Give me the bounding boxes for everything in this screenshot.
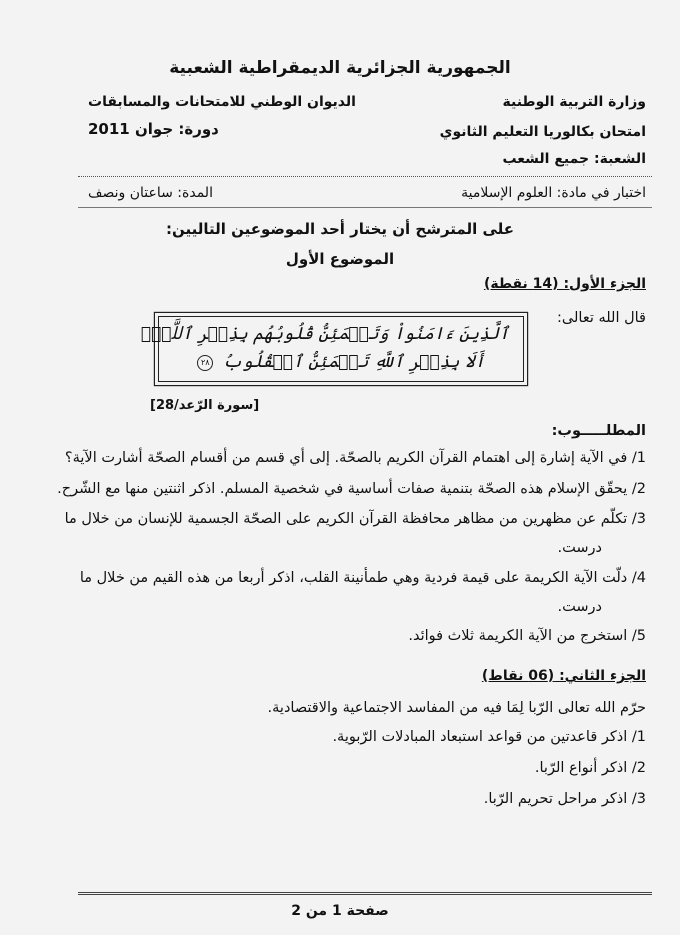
instruction-text: على المترشح أن يختار أحد الموضوعين التاليين: xyxy=(165,220,515,238)
verse-line-1: ٱلَّذِينَ ءَامَنُواْ وَتَطۡمَئِنُّ قُلُوبُهُم بِذِكۡرِ ٱللَّهِۗ xyxy=(140,324,509,344)
part2-question-2: 2/ اذكر أنواع الرّبا. xyxy=(534,760,646,776)
part1-question-4: 4/ دلّت الآية الكريمة على قيمة فردية وهي طمأنينة القلب، اذكر أربعا من هذه القيم من خلال ما xyxy=(79,570,646,586)
part1-points: (14 نقطة) xyxy=(483,276,559,292)
part1-question-3-cont: درست. xyxy=(557,540,602,556)
part1-question-3: 3/ تكلّم عن مظهرين من مظاهر محافظة القرآن الكريم على الصحّة الجسمية للإنسان من خلال ما xyxy=(64,511,646,527)
subject-label: اختبار في مادة: العلوم الإسلامية xyxy=(461,185,646,201)
part1-title-label: الجزء الأول: xyxy=(563,276,646,292)
exam-office-label: الديوان الوطني للامتحانات والمسابقات xyxy=(88,94,356,110)
quran-verse-box xyxy=(140,316,524,382)
surah-reference: [سورة الرّعد/28] xyxy=(150,398,260,413)
part2-intro: حرّم الله تعالى الرّبا لِمَا فيه من المفاسد الاجتماعية والاقتصادية. xyxy=(267,700,646,716)
verse-line-2-wrap xyxy=(173,351,509,372)
stream-label: الشعبة: جميع الشعب xyxy=(502,151,646,167)
exam-label: امتحان بكالوريا التعليم الثانوي xyxy=(439,124,646,140)
required-label: المطلـــــوب: xyxy=(551,423,646,439)
part1-question-5: 5/ استخرج من الآية الكريمة ثلاث فوائد. xyxy=(408,628,646,644)
part1-question-4-cont: درست. xyxy=(557,599,602,615)
ministry-label: وزارة التربية الوطنية xyxy=(502,94,646,110)
footer-divider xyxy=(78,892,652,895)
part2-question-1: 1/ اذكر قاعدتين من قواعد استبعاد المبادلات الرّبوية. xyxy=(332,729,646,745)
subject-divider xyxy=(78,207,652,208)
part1-question-1: 1/ في الآية إشارة إلى اهتمام القرآن الكريم بالصحّة. إلى أي قسم من أقسام الصحّة أشارت الآية؟ xyxy=(64,450,646,466)
part2-points: (06 نقاط) xyxy=(481,668,555,684)
part1-intro: قال الله تعالى: xyxy=(557,310,646,326)
part2-title xyxy=(482,668,646,684)
subject-title: الموضوع الأول xyxy=(285,250,395,268)
verse-line-2: أَلَا بِذِكۡرِ ٱللَّهِ تَطۡمَئِنُّ ٱلۡقُلُوبُ xyxy=(222,352,485,372)
part1-question-2: 2/ يحقّق الإسلام هذه الصحّة بتنمية صفات أساسية في شخصية المسلم. اذكر اثنتين منها مع الشّرح. xyxy=(57,481,646,497)
header-divider xyxy=(78,176,652,177)
session-label: دورة: جوان 2011 xyxy=(88,120,219,138)
verse-number-icon: ٢٨ xyxy=(197,355,213,371)
part2-question-3: 3/ اذكر مراحل تحريم الرّبا. xyxy=(483,791,646,807)
part1-title xyxy=(484,276,646,292)
duration-label: المدة: ساعتان ونصف xyxy=(88,185,213,201)
republic-title: الجمهورية الجزائرية الديمقراطية الشعبية xyxy=(169,58,511,78)
part2-title-label: الجزء الثاني: xyxy=(559,668,646,684)
page-number: صفحة 1 من 2 xyxy=(291,903,389,919)
